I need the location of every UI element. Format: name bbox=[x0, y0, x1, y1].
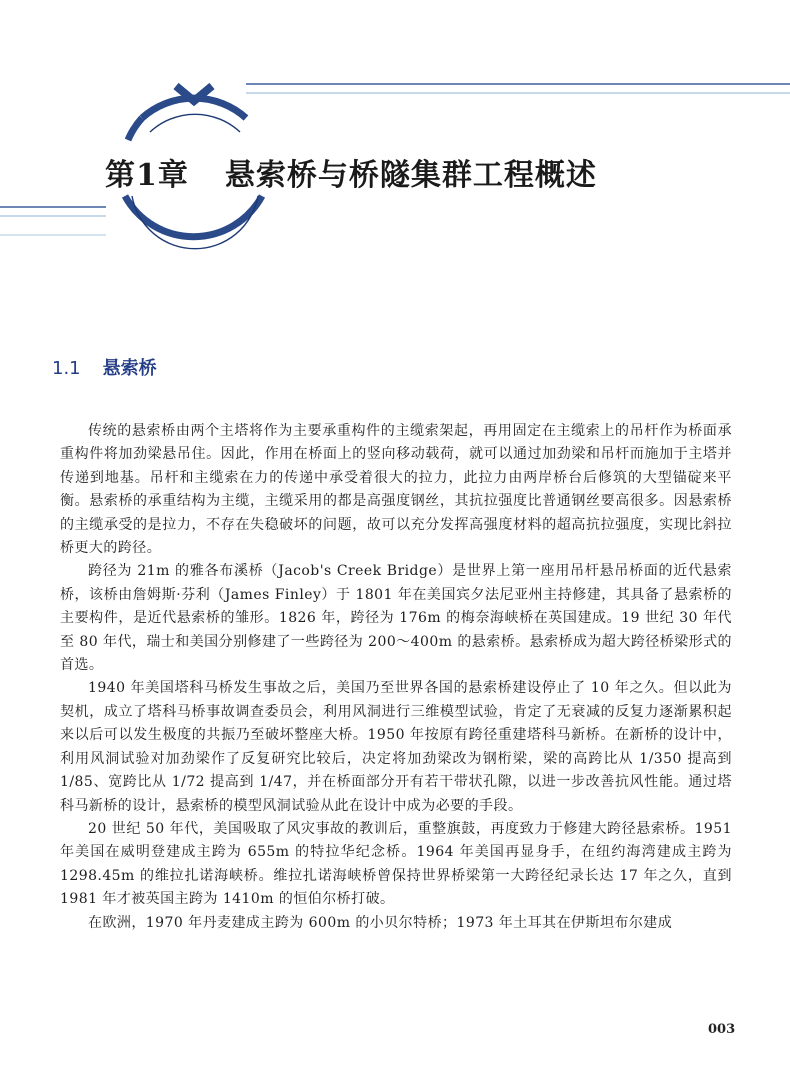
page-number: 003 bbox=[708, 1022, 736, 1037]
section-title: 悬索桥 bbox=[102, 358, 157, 379]
chapter-heading bbox=[105, 150, 597, 194]
ring-outer-arc-left bbox=[128, 118, 142, 140]
section-heading bbox=[52, 354, 157, 380]
paragraph: 20 世纪 50 年代，美国吸取了风灾事故的教训后，重整旗鼓，再度致力于修建大跨径悬索桥。1951 年美国在威明登建成主跨为 655m 的特拉华纪念桥。1964 年美国再显身手，在纽约海湾建成主跨为 1298.45m 的维拉扎诺海峡桥。维拉扎诺海峡桥曾保持世界桥梁第一大跨径纪录长达 17 年之久，直到 1981 年才被英国主跨为 1410m 的恒伯尔桥打破。 bbox=[60, 820, 732, 908]
paragraph: 1940 年美国塔科马桥发生事故之后，美国乃至世界各国的悬索桥建设停止了 10 年之久。但以此为契机，成立了塔科马桥事故调查委员会，利用风洞进行三维模型试验，肯定了无衰减的反复力逐渐累积起来以后可以发生极度的共振乃至破坏整座大桥。1950 年按原有跨径重建塔科马新桥。在新桥的设计中，利用风洞试验对加劲梁作了反复研究比较后，决定将加劲梁改为钢桁梁，梁的高跨比从 1/350 提高到 1/85、宽跨比从 1/72 提高到 1/47，并在桥面部分开有若干带状孔隙，以进一步改善抗风性能。通过塔科马新桥的设计，悬索桥的模型风洞试验从此在设计中成为必要的手段。 bbox=[60, 680, 732, 814]
chapter-title: 悬索桥与桥隧集群工程概述 bbox=[224, 158, 597, 193]
ring-outer-arc-bottom bbox=[125, 196, 262, 237]
chapter-number: 第1章 bbox=[105, 158, 189, 193]
body-text bbox=[60, 420, 732, 935]
paragraph: 在欧洲，1970 年丹麦建成主跨为 600m 的小贝尔特桥；1973 年土耳其在伊斯坦布尔建成 bbox=[88, 914, 673, 931]
section-number: 1.1 bbox=[52, 358, 81, 379]
ring-inner-arc-top bbox=[150, 114, 240, 132]
paragraph: 跨径为 21m 的雅各布溪桥（Jacob's Creek Bridge）是世界上第一座用吊杆悬吊桥面的近代悬索桥，该桥由詹姆斯·芬利（James Finley）于 1801 年在美国宾夕法尼亚州主持修建，其具备了悬索桥的主要构件，是近代悬索桥的雏形。1826 年，跨径为 176m 的梅奈海峡桥在英国建成。19 世纪 30 年代至 80 年代，瑞士和美国分别修建了一些跨径为 200～400m 的悬索桥。悬索桥成为超大跨径桥梁形式的首选。 bbox=[60, 563, 732, 674]
paragraph: 传统的悬索桥由两个主塔将作为主要承重构件的主缆索架起，再用固定在主缆索上的吊杆作为桥面承重构件将加劲梁悬吊住。因此，作用在桥面上的竖向移动载荷，就可以通过加劲梁和吊杆而施加于主塔并传递到地基。吊杆和主缆索在力的传递中承受着很大的拉力，此拉力由两岸桥台后修筑的大型锚碇来平衡。悬索桥的承重结构为主缆，主缆采用的都是高强度钢丝，其抗拉强度比普通钢丝要高很多。因悬索桥的主缆承受的是拉力，不存在失稳破坏的问题，故可以充分发挥高强度材料的超高抗拉强度，实现比斜拉桥更大的跨径。 bbox=[60, 423, 732, 557]
